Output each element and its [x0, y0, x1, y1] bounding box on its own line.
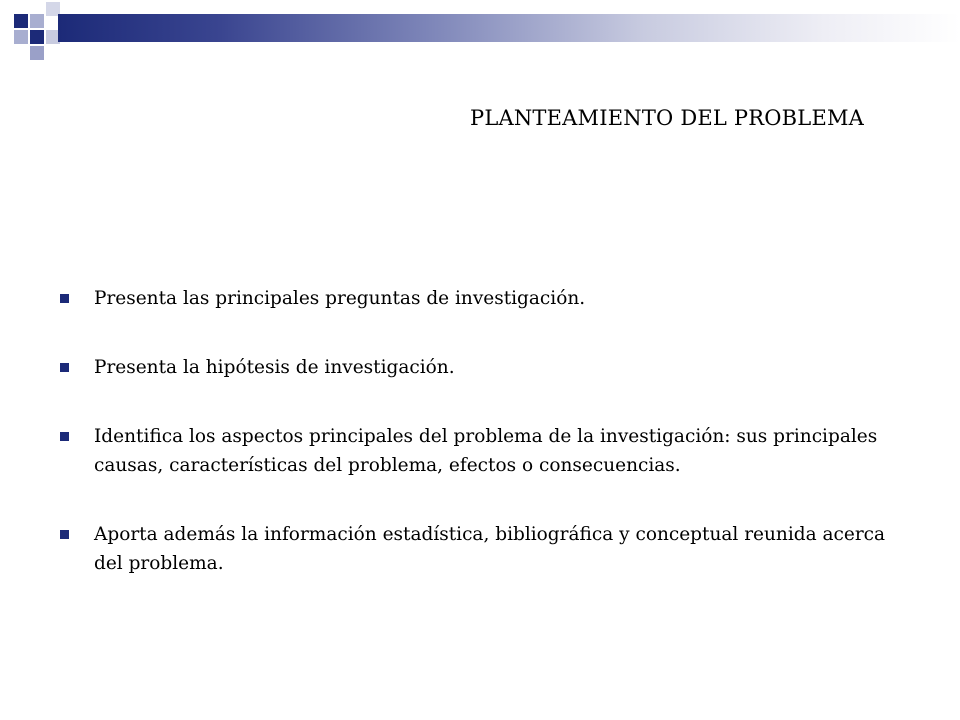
bullet-text: Aporta además la información estadística, bibliográfica y conceptual reunida acerca del problema.	[94, 524, 886, 574]
bullet-list	[60, 284, 910, 618]
header-square-dark	[30, 30, 44, 44]
square-bullet-icon	[60, 294, 69, 303]
bullet-item	[60, 520, 910, 578]
bullet-text: Presenta la hipótesis de investigación.	[94, 357, 455, 378]
bullet-text: Presenta las principales preguntas de investigación.	[94, 288, 586, 309]
header-square-light	[30, 14, 44, 28]
header-square-light	[14, 30, 28, 44]
square-bullet-icon	[60, 530, 69, 539]
header-square-dark	[14, 14, 28, 28]
square-bullet-icon	[60, 363, 69, 372]
square-bullet-icon	[60, 432, 69, 441]
slide-title: PLANTEAMIENTO DEL PROBLEMA	[470, 106, 865, 130]
bullet-item	[60, 422, 910, 480]
bullet-item	[60, 284, 910, 313]
bullet-item	[60, 353, 910, 382]
bullet-text: Identifica los aspectos principales del problema de la investigación: sus principales causas, características del problema, efectos o consecuencias.	[94, 426, 878, 476]
header-square-light	[30, 46, 44, 60]
header-gradient-bar	[58, 14, 960, 42]
